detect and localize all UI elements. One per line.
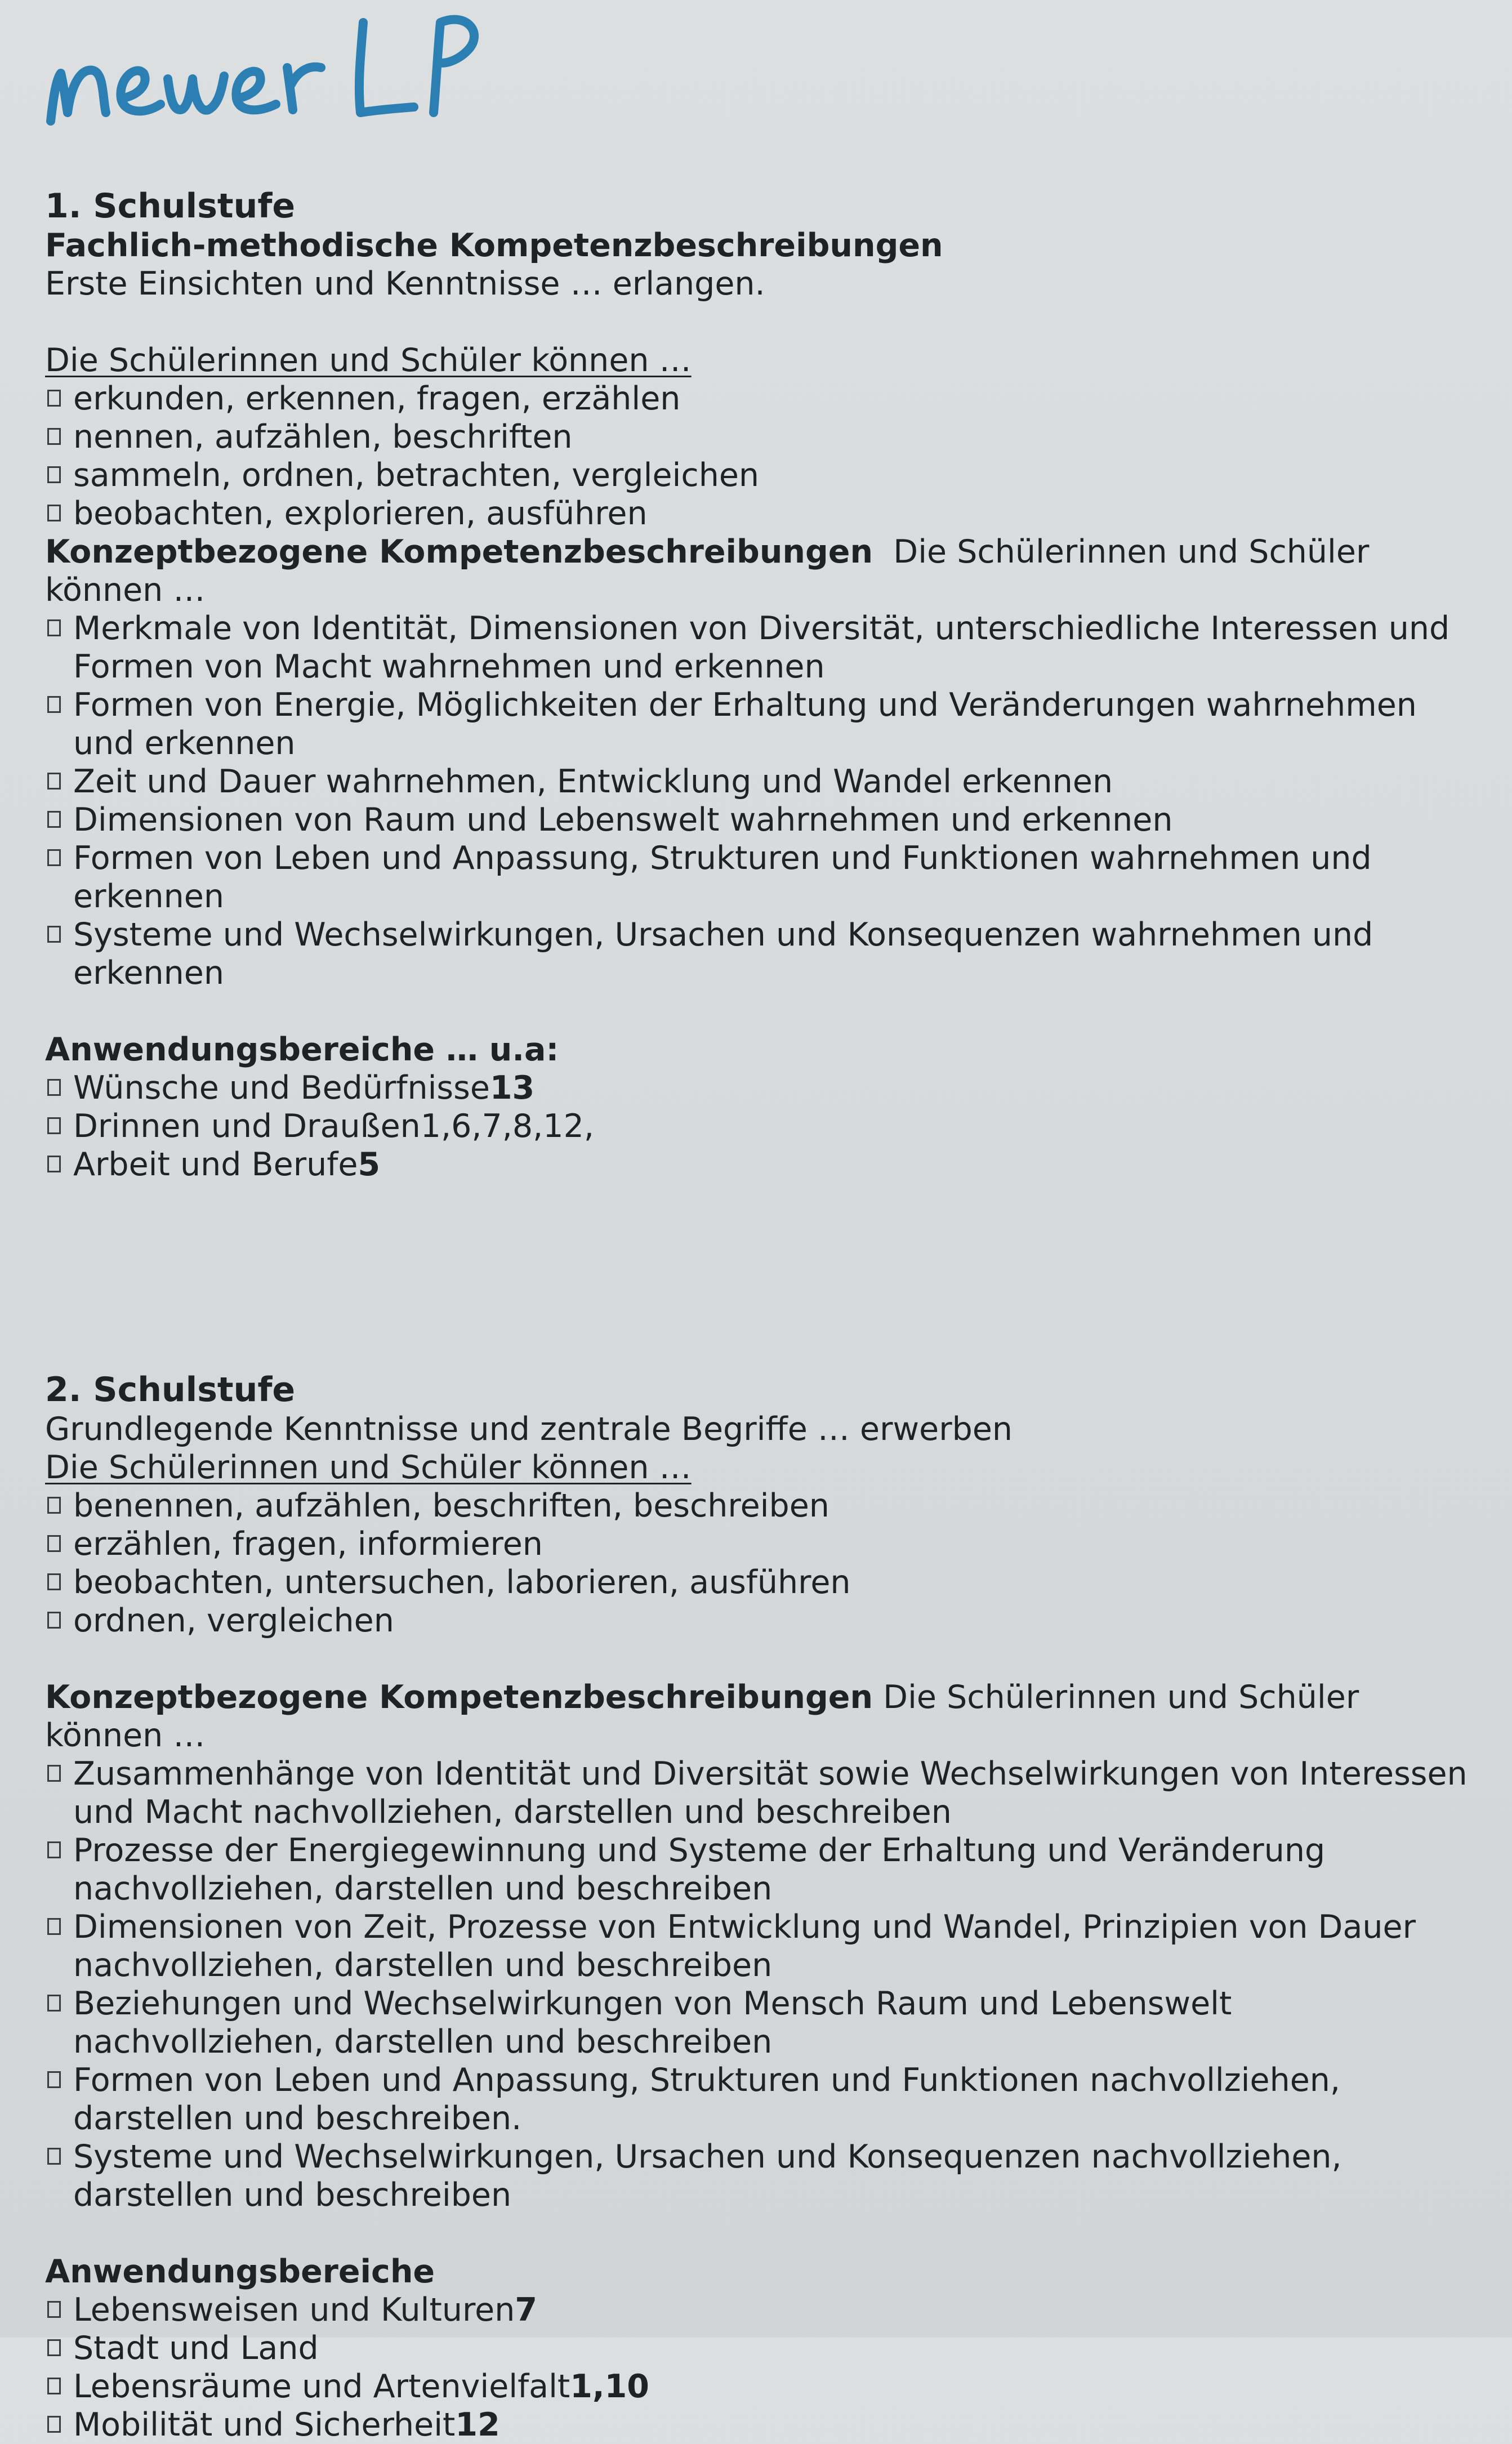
handwritten-note <box>39 0 479 146</box>
checkbox-icon <box>47 2378 61 2394</box>
level2-concept-list <box>45 1755 1487 2214</box>
checkbox-icon <box>47 466 61 483</box>
level2-concept-line <box>45 1678 1487 1755</box>
checkbox-icon <box>47 2301 61 2318</box>
checkbox-icon <box>47 1918 61 1935</box>
level2-intro: Grundlegende Kenntnisse und zentrale Begriffe … erwerben <box>45 1411 1013 1448</box>
checkbox-icon <box>47 1117 61 1134</box>
checkbox-icon <box>47 1079 61 1096</box>
level1-methodical-list <box>45 380 1487 533</box>
list-item: erzählen, fragen, informieren <box>45 1525 1487 1563</box>
level1-application-heading: Anwendungsbereiche … u.a: <box>45 1031 559 1068</box>
level2-methodical-list <box>45 1487 1487 1640</box>
list-item: Wünsche und Bedürfnisse13 <box>45 1069 1487 1107</box>
list-item: Zusammenhänge von Identität und Diversität sowie Wechselwirkungen von Interessen und Macht nachvollziehen, darstellen und beschreiben <box>45 1755 1487 1831</box>
level2-application-heading: Anwendungsbereiche <box>45 2253 435 2290</box>
list-item: Prozesse der Energiegewinnung und Systeme der Erhaltung und Veränderung nachvollziehen, darstellen und beschreiben <box>45 1831 1487 1908</box>
checkbox-icon <box>47 2416 61 2433</box>
list-item: Lebensräume und Artenvielfalt1,10 <box>45 2367 1487 2406</box>
list-item: Dimensionen von Zeit, Prozesse von Entwicklung und Wandel, Prinzipien von Dauer nachvollziehen, darstellen und beschreiben <box>45 1908 1487 1984</box>
list-item: Stadt und Land <box>45 2329 1487 2367</box>
list-item: erkunden, erkennen, fragen, erzählen <box>45 380 1487 418</box>
checkbox-icon <box>47 1573 61 1590</box>
list-item: Arbeit und Berufe5 <box>45 1145 1487 1184</box>
list-item: ordnen, vergleichen <box>45 1602 1487 1640</box>
list-item: beobachten, untersuchen, laborieren, ausführen <box>45 1563 1487 1602</box>
level1-intro: Erste Einsichten und Kenntnisse … erlangen. <box>45 265 765 302</box>
checkbox-icon <box>47 696 61 713</box>
checkbox-icon <box>47 2148 61 2165</box>
checkbox-icon <box>47 1765 61 1782</box>
checkbox-icon <box>47 1497 61 1514</box>
list-item: Drinnen und Draußen1,6,7,8,12, <box>45 1107 1487 1145</box>
level1-concept-list <box>45 609 1487 992</box>
level1-application-list <box>45 1069 1487 1184</box>
level1-concept-heading: Konzeptbezogene Kompetenzbeschreibungen <box>45 533 873 570</box>
list-item: beobachten, explorieren, ausführen <box>45 494 1487 533</box>
document-page <box>45 186 1487 2444</box>
checkbox-icon <box>47 390 61 407</box>
checkbox-icon <box>47 2071 61 2088</box>
level1-concept-lead: Die Schülerinnen und Schüler können … <box>45 533 1370 609</box>
checkbox-icon <box>47 428 61 445</box>
checkbox-icon <box>47 1841 61 1858</box>
checkbox-icon <box>47 849 61 866</box>
checkbox-icon <box>47 926 61 943</box>
checkbox-icon <box>47 1612 61 1629</box>
list-item: Systeme und Wechselwirkungen, Ursachen und Konsequenzen wahrnehmen und erkennen <box>45 916 1487 992</box>
level2-application-list <box>45 2291 1487 2444</box>
checkbox-icon <box>47 2339 61 2356</box>
list-item: Systeme und Wechselwirkungen, Ursachen und Konsequenzen nachvollziehen, darstellen und beschreiben <box>45 2138 1487 2214</box>
level2-heading: 2. Schulstufe <box>45 1370 296 1410</box>
level2-concept-heading: Konzeptbezogene Kompetenzbeschreibungen <box>45 1679 873 1716</box>
checkbox-icon <box>47 619 61 636</box>
level1-concept-line <box>45 533 1487 609</box>
list-item: Formen von Leben und Anpassung, Strukturen und Funktionen nachvollziehen, darstellen und beschreiben. <box>45 2061 1487 2138</box>
list-item: nennen, aufzählen, beschriften <box>45 418 1487 456</box>
checkbox-icon <box>47 811 61 828</box>
list-item: Beziehungen und Wechselwirkungen von Mensch Raum und Lebenswelt nachvollziehen, darstellen und beschreiben <box>45 1984 1487 2061</box>
list-item: Merkmale von Identität, Dimensionen von Diversität, unterschiedliche Interessen und Formen von Macht wahrnehmen und erkennen <box>45 609 1487 686</box>
level2-concept-lead: Die Schülerinnen und Schüler können … <box>45 1679 1359 1754</box>
checkbox-icon <box>47 1995 61 2012</box>
checkbox-icon <box>47 1535 61 1552</box>
checkbox-icon <box>47 1156 61 1172</box>
list-item: Mobilität und Sicherheit12 <box>45 2406 1487 2444</box>
level1-subheading: Fachlich-methodische Kompetenzbeschreibungen <box>45 227 943 264</box>
list-item: Dimensionen von Raum und Lebenswelt wahrnehmen und erkennen <box>45 801 1487 839</box>
list-item: Lebensweisen und Kulturen7 <box>45 2291 1487 2329</box>
list-item: Formen von Energie, Möglichkeiten der Erhaltung und Veränderungen wahrnehmen und erkennen <box>45 686 1487 762</box>
list-item: Formen von Leben und Anpassung, Strukturen und Funktionen wahrnehmen und erkennen <box>45 839 1487 916</box>
checkbox-icon <box>47 505 61 521</box>
checkbox-icon <box>47 773 61 790</box>
list-item: benennen, aufzählen, beschriften, beschreiben <box>45 1487 1487 1525</box>
level2-pupils-can: Die Schülerinnen und Schüler können … <box>45 1449 692 1486</box>
level1-heading: 1. Schulstufe <box>45 186 296 226</box>
level1-pupils-can: Die Schülerinnen und Schüler können … <box>45 342 692 379</box>
list-item: Zeit und Dauer wahrnehmen, Entwicklung und Wandel erkennen <box>45 762 1487 801</box>
list-item: sammeln, ordnen, betrachten, vergleichen <box>45 456 1487 494</box>
